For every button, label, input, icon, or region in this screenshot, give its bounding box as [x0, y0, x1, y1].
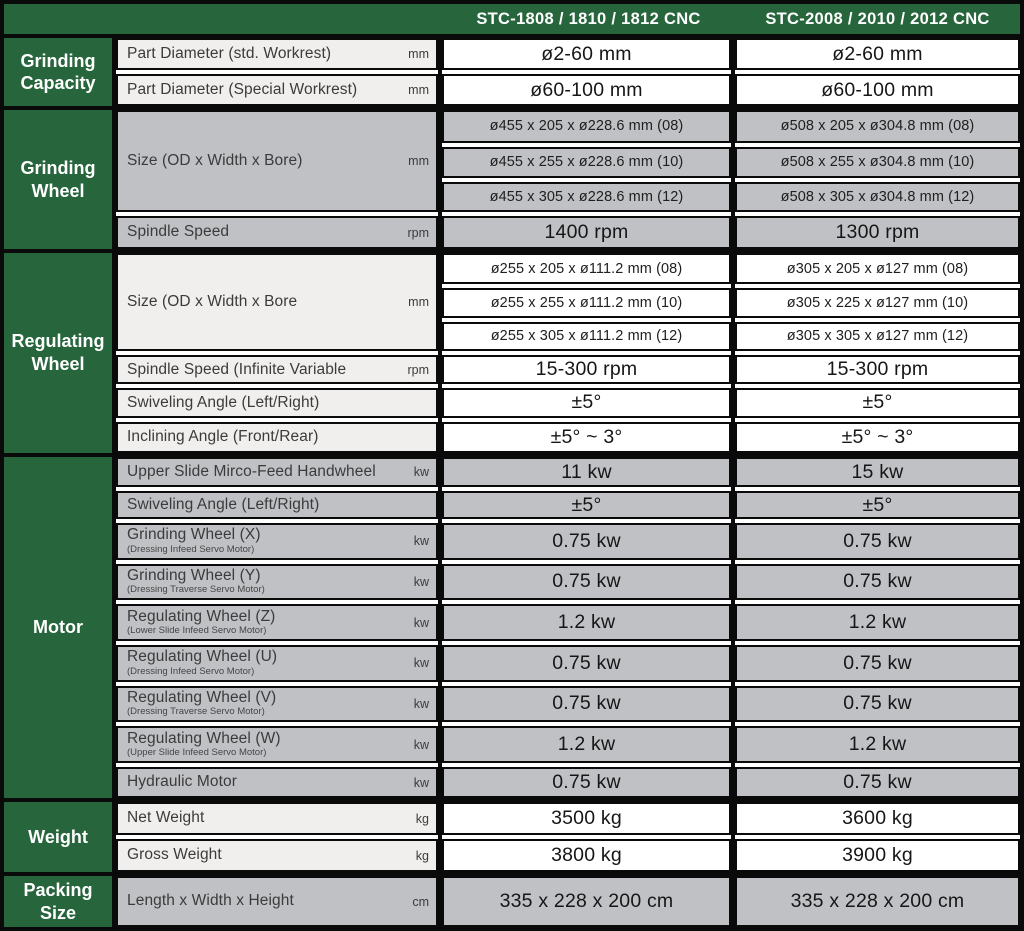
spec-sublabel: (Dressing Traverse Servo Motor)	[127, 706, 265, 718]
spec-label: Spindle Speed (Infinite Variable	[127, 360, 347, 378]
value-text: 0.75 kw	[552, 570, 621, 593]
value-cell	[442, 353, 731, 386]
spec-sublabel: (Lower Slide Infeed Servo Motor)	[127, 625, 267, 637]
table-header	[4, 4, 1020, 34]
spec-label: Regulating Wheel (V)	[127, 689, 277, 707]
unit-label: rpm	[407, 362, 429, 377]
value-text: 1400 rpm	[544, 221, 629, 244]
unit-label: mm	[408, 294, 429, 309]
value-cell	[735, 457, 1020, 489]
value-cell	[442, 214, 731, 249]
value-text: ø455 x 205 x ø228.6 mm (08)	[489, 118, 684, 135]
spec-label: Net Weight	[127, 809, 205, 827]
value-cell	[442, 602, 731, 643]
value-text: ø455 x 305 x ø228.6 mm (12)	[489, 188, 684, 205]
value-cell	[735, 214, 1020, 249]
value-text: 1300 rpm	[835, 221, 920, 244]
spec-cell	[116, 38, 438, 72]
value-text: 0.75 kw	[843, 651, 912, 674]
value-cell	[735, 521, 1020, 562]
value-cell	[735, 286, 1020, 319]
section-motor	[4, 457, 1020, 798]
category-packing-size: Packing Size	[4, 876, 112, 927]
unit-label: kw	[413, 465, 429, 479]
spec-label: Regulating Wheel (U)	[127, 648, 278, 666]
value-cell	[442, 253, 731, 286]
value-text: 3500 kg	[551, 807, 622, 829]
value-text: ø255 x 255 x ø111.2 mm (10)	[490, 294, 683, 311]
value-cell	[735, 643, 1020, 684]
spec-cell-size	[116, 110, 438, 214]
unit-label: kw	[413, 737, 429, 752]
unit-label: rpm	[407, 225, 429, 240]
category-motor: Motor	[4, 457, 112, 798]
section-packing-size	[4, 876, 1020, 927]
value-cell	[442, 837, 731, 872]
spec-cell	[116, 457, 438, 489]
value-text: ø508 x 205 x ø304.8 mm (08)	[780, 118, 975, 135]
spec-cell	[116, 684, 438, 725]
value-cell	[735, 253, 1020, 286]
value-text: 1.2 kw	[848, 733, 907, 756]
value-cell	[735, 876, 1020, 927]
value-text: ±5°	[571, 391, 602, 414]
value-cell	[735, 110, 1020, 145]
value-cell	[735, 72, 1020, 106]
value-cell	[442, 521, 731, 562]
value-cell	[735, 802, 1020, 837]
value-text: ø305 x 205 x ø127 mm (08)	[786, 260, 969, 277]
value-text: 1.2 kw	[848, 611, 907, 634]
spec-sublabel: (Upper Slide Infeed Servo Motor)	[127, 747, 267, 759]
value-text: 335 x 228 x 200 cm	[499, 890, 674, 912]
spec-label: Part Diameter (std. Workrest)	[127, 44, 332, 62]
value-cell	[442, 38, 731, 72]
value-text: ø255 x 305 x ø111.2 mm (12)	[490, 328, 683, 345]
section-grinding-wheel	[4, 110, 1020, 249]
spec-cell	[116, 353, 438, 386]
value-text: 0.75 kw	[843, 771, 912, 793]
spec-sublabel: (Dressing Infeed Servo Motor)	[127, 543, 255, 555]
value-text: 3800 kg	[551, 844, 622, 866]
spec-cell	[116, 562, 438, 603]
value-cell	[442, 110, 731, 145]
value-cell	[735, 602, 1020, 643]
unit-label: cm	[412, 894, 429, 909]
value-cell	[735, 320, 1020, 353]
spec-cell	[116, 837, 438, 872]
value-text: 0.75 kw	[552, 771, 621, 793]
spec-cell	[116, 214, 438, 249]
value-text: ø255 x 205 x ø111.2 mm (08)	[490, 260, 683, 277]
value-cell	[735, 386, 1020, 419]
spec-cell-size	[116, 253, 438, 353]
value-text: 15 kw	[851, 460, 904, 483]
value-cell	[735, 684, 1020, 725]
spec-label: Spindle Speed	[127, 223, 230, 241]
unit-label: mm	[408, 83, 429, 97]
spec-cell	[116, 765, 438, 798]
spec-label: Size (OD x Width x Bore	[127, 292, 298, 310]
category-weight: Weight	[4, 802, 112, 872]
value-cell	[442, 72, 731, 106]
value-cell	[442, 386, 731, 419]
value-text: 335 x 228 x 200 cm	[790, 890, 965, 912]
unit-label: kw	[413, 696, 429, 711]
unit-label: kw	[413, 775, 429, 790]
spec-label: Grinding Wheel (Y)	[127, 567, 261, 585]
spec-label: Upper Slide Mirco-Feed Handwheel	[127, 462, 376, 480]
value-text: ø2-60 mm	[832, 42, 923, 65]
spec-cell	[116, 602, 438, 643]
value-cell	[442, 802, 731, 837]
spec-label: Swiveling Angle (Left/Right)	[127, 393, 320, 411]
value-cell	[442, 876, 731, 927]
category-grinding-wheel: Grinding Wheel	[4, 110, 112, 249]
value-cell	[442, 457, 731, 489]
spec-label: Size (OD x Width x Bore)	[127, 151, 303, 169]
spec-sublabel: (Dressing Traverse Servo Motor)	[127, 584, 265, 596]
category-regulating-wheel: Regulating Wheel	[4, 253, 112, 453]
unit-label: kg	[415, 811, 429, 826]
value-cell	[735, 353, 1020, 386]
category-grinding-capacity: Grinding Capacity	[4, 38, 112, 106]
section-weight	[4, 802, 1020, 872]
value-cell	[735, 38, 1020, 72]
value-text: 0.75 kw	[552, 692, 621, 715]
value-text: ø508 x 255 x ø304.8 mm (10)	[780, 154, 975, 171]
value-text: 1.2 kw	[557, 733, 616, 756]
model-group-2-header: STC-2008 / 2010 / 2012 CNC	[765, 9, 990, 28]
value-cell	[442, 286, 731, 319]
unit-label: kw	[413, 656, 429, 671]
value-text: 0.75 kw	[552, 651, 621, 674]
spec-cell	[116, 420, 438, 453]
value-text: ±5°	[862, 493, 893, 516]
value-cell	[442, 489, 731, 521]
value-text: 11 kw	[561, 460, 612, 483]
value-cell	[735, 180, 1020, 215]
spec-label: Regulating Wheel (Z)	[127, 607, 276, 625]
value-text: ø2-60 mm	[541, 42, 632, 65]
spec-label: Swiveling Angle (Left/Right)	[127, 495, 320, 513]
value-text: ±5° ~ 3°	[550, 425, 623, 448]
unit-label: mm	[408, 47, 429, 61]
value-text: 0.75 kw	[843, 529, 912, 552]
section-regulating-wheel	[4, 253, 1020, 453]
unit-label: mm	[408, 154, 429, 169]
unit-label: kw	[413, 534, 429, 549]
spec-label: Hydraulic Motor	[127, 773, 238, 791]
value-text: ø455 x 255 x ø228.6 mm (10)	[489, 154, 684, 171]
value-cell	[735, 837, 1020, 872]
spec-label: Part Diameter (Special Workrest)	[127, 80, 358, 98]
value-cell	[442, 643, 731, 684]
value-text: 3600 kg	[842, 807, 913, 829]
value-text: ±5° ~ 3°	[841, 425, 914, 448]
value-cell	[735, 765, 1020, 798]
value-cell	[442, 320, 731, 353]
unit-label: kw	[413, 615, 429, 630]
value-cell	[442, 420, 731, 453]
value-cell	[442, 180, 731, 215]
value-cell	[735, 562, 1020, 603]
spec-cell	[116, 876, 438, 927]
value-cell	[442, 765, 731, 798]
value-cell	[442, 145, 731, 180]
spec-label: Regulating Wheel (W)	[127, 729, 281, 747]
unit-label: kw	[413, 574, 429, 589]
value-text: 0.75 kw	[552, 529, 621, 552]
value-text: ø305 x 225 x ø127 mm (10)	[786, 294, 969, 311]
spec-cell	[116, 386, 438, 419]
spec-cell	[116, 802, 438, 837]
spec-label: Gross Weight	[127, 846, 222, 864]
spec-cell	[116, 72, 438, 106]
value-text: ø60-100 mm	[821, 78, 934, 101]
value-cell	[735, 420, 1020, 453]
value-cell	[442, 562, 731, 603]
value-text: 0.75 kw	[843, 692, 912, 715]
value-cell	[735, 724, 1020, 765]
value-text: 15-300 rpm	[826, 358, 929, 381]
value-text: 1.2 kw	[557, 611, 616, 634]
value-cell	[735, 489, 1020, 521]
spec-label: Length x Width x Height	[127, 892, 294, 910]
value-text: ø60-100 mm	[530, 78, 643, 101]
value-text: ø508 x 305 x ø304.8 mm (12)	[780, 188, 975, 205]
value-cell	[442, 724, 731, 765]
spec-cell	[116, 521, 438, 562]
value-text: 3900 kg	[842, 844, 913, 866]
value-text: 15-300 rpm	[535, 358, 638, 381]
value-text: 0.75 kw	[843, 570, 912, 593]
spec-label: Grinding Wheel (X)	[127, 526, 261, 544]
value-text: ±5°	[571, 493, 602, 516]
unit-label: kg	[415, 848, 429, 863]
value-text: ø305 x 305 x ø127 mm (12)	[786, 328, 969, 345]
section-grinding-capacity	[4, 38, 1020, 106]
value-text: ±5°	[862, 391, 893, 414]
value-cell	[442, 684, 731, 725]
spec-cell	[116, 724, 438, 765]
spec-label: Inclining Angle (Front/Rear)	[127, 428, 319, 446]
value-cell	[735, 145, 1020, 180]
spec-cell	[116, 643, 438, 684]
spec-sublabel: (Dressing Infeed Servo Motor)	[127, 665, 255, 677]
spec-cell	[116, 489, 438, 521]
model-group-1-header: STC-1808 / 1810 / 1812 CNC	[476, 9, 701, 28]
